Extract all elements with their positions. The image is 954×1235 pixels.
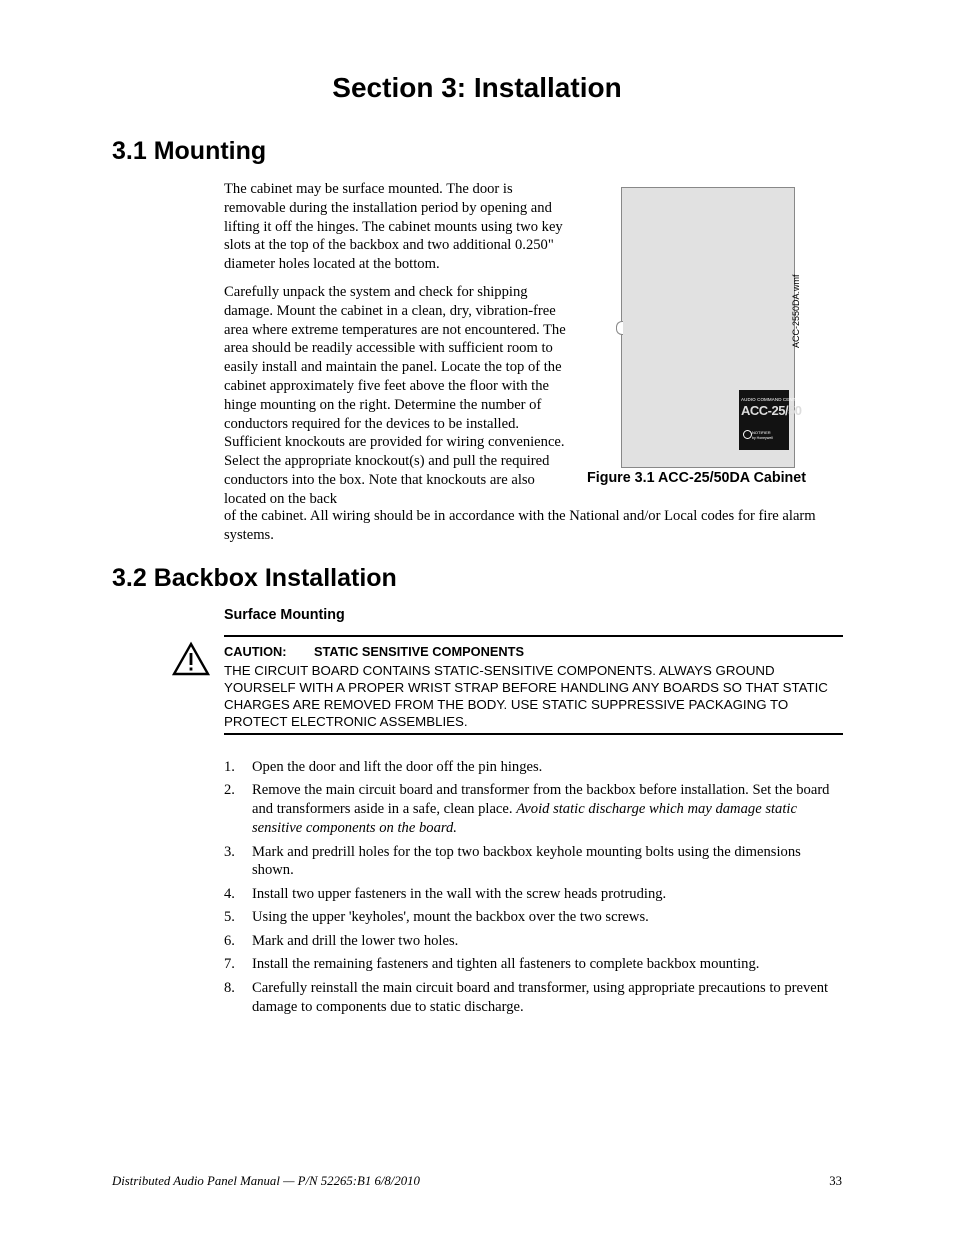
subheading-surface-mounting: Surface Mounting [224, 607, 345, 623]
list-item [224, 955, 844, 974]
caution-title: STATIC SENSITIVE COMPONENTS [314, 644, 524, 659]
plate-model: ACC-25/50 [741, 403, 802, 418]
mounting-paragraph-2-continued: of the cabinet. All wiring should be in accordance with the National and/or Local codes for fire alarm systems. [224, 508, 816, 543]
step-number: 2. [224, 782, 235, 799]
caution-bottom-rule [224, 733, 843, 735]
step-note: Avoid static discharge which may damage static sensitive components on the board. [252, 801, 797, 837]
step-number: 7. [224, 956, 235, 973]
figure-caption: Figure 3.1 ACC-25/50DA Cabinet [587, 470, 807, 486]
step-text: Carefully reinstall the main circuit board and transformer, using appropriate precautions to prevent damage to components due to static discharge. [252, 979, 829, 1015]
plate-sub: by Honeywell [752, 436, 773, 440]
caution-top-rule [224, 635, 843, 637]
cabinet-label-plate [739, 390, 803, 450]
list-item [224, 979, 844, 1017]
step-text: Open the door and lift the door off the pin hinges. [252, 759, 543, 775]
section-heading-backbox: 3.2 Backbox Installation [112, 564, 397, 592]
step-text: Install the remaining fasteners and tighten all fasteners to complete backbox mounting. [252, 956, 760, 973]
list-item [224, 885, 844, 904]
warning-triangle-icon [172, 642, 210, 676]
list-item [224, 932, 844, 951]
step-text: Remove the main circuit board and transformer from the backbox before installation. Set the board and transformers aside in a safe, clean place. [252, 782, 830, 818]
step-number: 1. [224, 759, 235, 775]
list-item [224, 908, 844, 927]
footer-manual-title: Distributed Audio Panel Manual — P/N 52265:B1 6/8/2010 [112, 1174, 420, 1188]
caution-body: THE CIRCUIT BOARD CONTAINS STATIC-SENSITIVE COMPONENTS. ALWAYS GROUND YOURSELF WITH A PROPER WRIST STRAP BEFORE HANDLING ANY BOARDS SO THAT STATIC CHARGES ARE REMOVED FROM THE BODY. USE STATIC SUPPRESSIVE PACKAGING TO PROTECT ELECTRONIC ASSEMBLIES. [224, 663, 828, 729]
plate-heading: AUDIO COMMAND CENTER [741, 397, 803, 402]
section-heading-mounting: 3.1 Mounting [112, 137, 267, 165]
cabinet-hinge [616, 321, 623, 335]
step-text: Using the upper 'keyholes', mount the backbox over the two screws. [252, 909, 649, 926]
plate-brand: NOTIFIER [752, 430, 771, 435]
step-text: Mark and predrill holes for the top two backbox keyhole mounting bolts using the dimensions shown. [252, 843, 801, 879]
step-number: 4. [224, 885, 235, 902]
brand-logo-icon [743, 430, 752, 439]
caution-label: CAUTION: [224, 644, 287, 659]
step-number: 8. [224, 979, 235, 996]
list-item [224, 781, 844, 837]
step-text: Install two upper fasteners in the wall with the screw heads protruding. [252, 885, 667, 902]
step-number: 5. [224, 909, 235, 926]
mounting-paragraph-2: Carefully unpack the system and check for shipping damage. Mount the cabinet in a clean, dry, vibration-free area where extreme temperatures are not encountered. The area should be readily accessible with sufficient room to easily install and maintain the panel. Locate the top of the cabinet approximately five feet above the floor with the hinge mounting on the right. Determine the number of conductors required for the devices to be installed. Sufficient knockouts are provided for wiring convenience. Select the appropriate knockout(s) and pull the required conductors into the box. Note that knockouts are also located on the back [224, 284, 566, 507]
figure-filename: ACC-2550DA.wmf [791, 274, 801, 348]
list-item [224, 843, 844, 881]
step-text: Mark and drill the lower two holes. [252, 932, 459, 949]
mounting-paragraph-1: The cabinet may be surface mounted. The door is removable during the installation period by opening and lifting it off the hinges. The cabinet mounts using two key slots at the top of the backbox and two additional 0.250" diameter holes located at the bottom. [224, 181, 563, 273]
step-number: 3. [224, 843, 235, 860]
page-title: Section 3: Installation [332, 72, 622, 103]
step-number: 6. [224, 932, 235, 949]
caution-heading [224, 644, 524, 659]
installation-steps-list [224, 758, 844, 1021]
footer-page-number: 33 [829, 1174, 842, 1188]
list-item [224, 758, 844, 777]
